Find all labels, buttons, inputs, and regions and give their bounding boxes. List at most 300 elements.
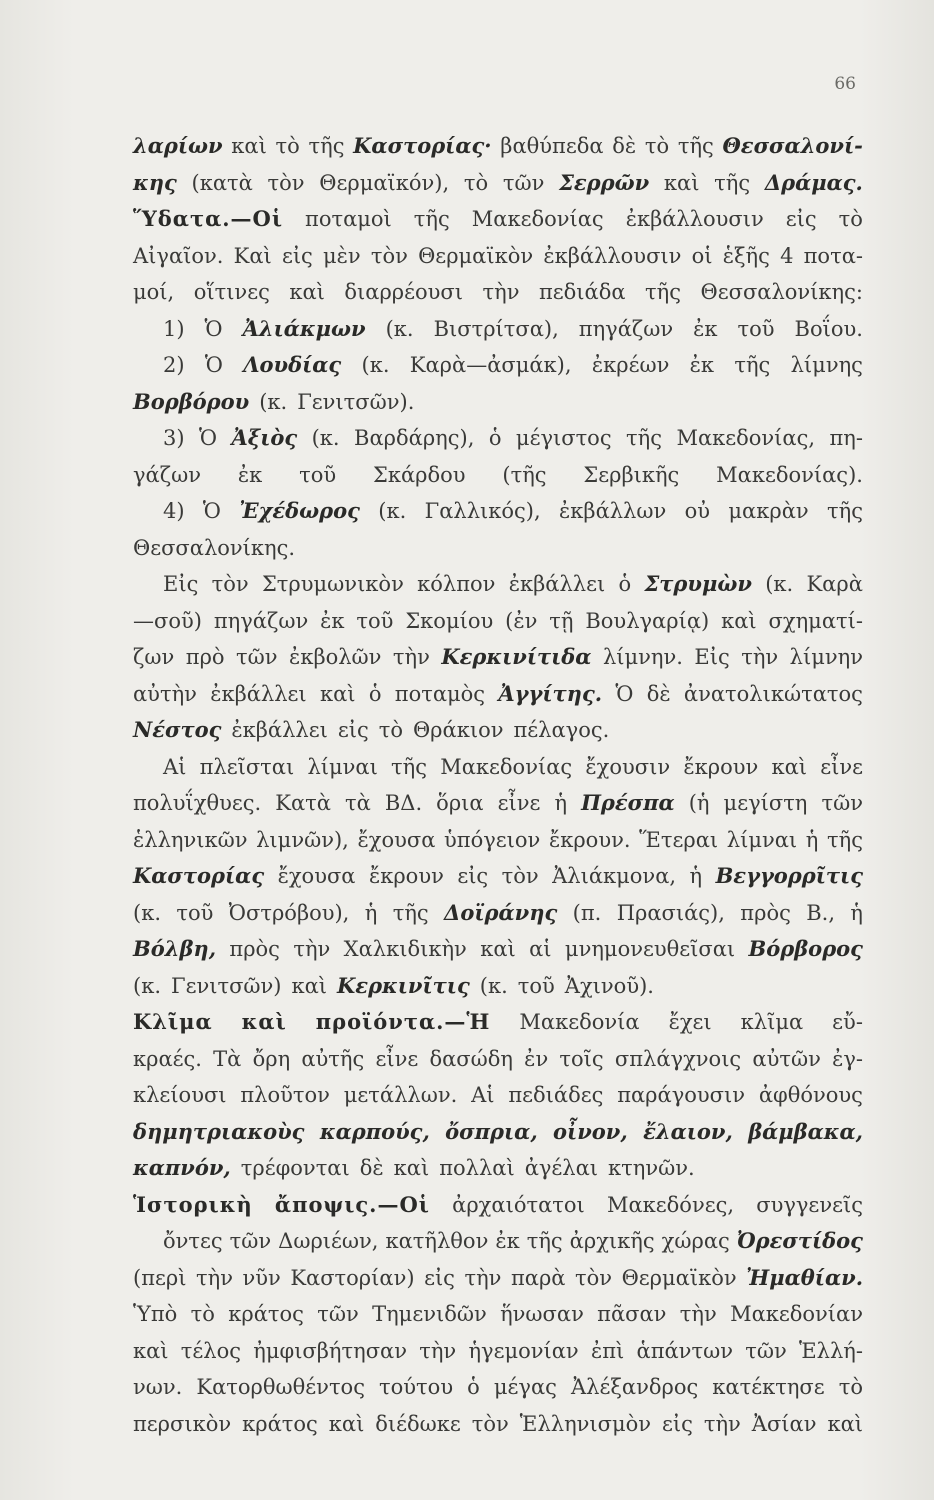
word: ἐκβάλλων <box>559 499 667 523</box>
word: 2) <box>163 353 185 377</box>
word: ὄσπρια, <box>445 1118 538 1144</box>
word: εἶνε <box>375 1046 419 1071</box>
word: ἐκβάλλει <box>231 718 328 742</box>
word: 4) <box>163 499 185 523</box>
word: εἶνε <box>497 791 541 815</box>
word: ἁπάντων <box>636 1338 733 1363</box>
word: ἡ <box>850 900 863 925</box>
word: ἐκ <box>495 1229 520 1253</box>
word: ἐκβάλλουσιν <box>543 243 682 268</box>
word: λίμνην. <box>602 645 683 669</box>
word: πη- <box>829 426 863 450</box>
word: (κ. <box>765 572 794 596</box>
word: αὐτῶν <box>752 1046 821 1071</box>
word: (κ. <box>133 973 161 998</box>
word: Ἀγγίτης. <box>498 680 603 706</box>
word: Βιστρίτσα), <box>433 316 559 341</box>
word: καὶ <box>480 937 516 961</box>
word: κλείουσι <box>133 1083 227 1107</box>
word: ὁ <box>618 572 632 596</box>
word: αὐτὴν <box>133 681 197 706</box>
word: (κ. <box>311 426 340 450</box>
word: τὸ <box>838 1375 863 1399</box>
word: τῆς <box>626 426 662 450</box>
word: Ὁ <box>202 499 221 523</box>
word: οἶνον, <box>553 1118 628 1144</box>
word: Ἱστορικὴ <box>133 1191 253 1217</box>
word: ἑλληνικῶν <box>133 827 248 852</box>
word: ἔχουσα <box>277 864 356 888</box>
word: δημητριακοὺς <box>133 1118 305 1144</box>
text-line <box>133 1077 863 1114</box>
word: κράτος <box>242 1411 318 1436</box>
page-number: 66 <box>834 74 856 94</box>
word: Θερμαϊκόν), <box>319 170 450 195</box>
word: πρὸς <box>229 937 280 961</box>
text-line <box>133 968 863 1005</box>
word: ἔχουσιν <box>585 754 671 779</box>
word: Κλῖμα <box>133 1009 213 1034</box>
word: Βεγγορρῖτις <box>715 863 863 888</box>
text-line <box>133 384 863 421</box>
word: πλεῖσται <box>199 754 295 779</box>
word: τὴν <box>464 1265 502 1290</box>
word: τῶν <box>745 1338 787 1363</box>
word: ὁ <box>368 681 382 706</box>
word: τὴν <box>482 280 520 304</box>
word: τὰ <box>344 791 371 815</box>
word: ἔκρουν <box>683 754 759 779</box>
word: τὴν <box>293 937 331 961</box>
word: τοῦ <box>517 973 555 998</box>
word: καὶ <box>319 681 356 706</box>
word: καὶ <box>133 1338 169 1363</box>
word: παράγουσιν <box>617 1083 745 1107</box>
text-line <box>133 858 863 895</box>
word: Μακεδονία <box>519 1010 640 1034</box>
word: Ὁ <box>204 353 223 377</box>
word: Ὑπὸ <box>133 1302 178 1326</box>
word: πᾶσαν <box>597 1302 667 1326</box>
text-line <box>133 603 863 640</box>
word: Μακεδονίαν <box>730 1302 863 1326</box>
word: ἐκ <box>693 316 718 341</box>
word: μὲν <box>323 243 361 268</box>
word: ἐκ <box>237 462 263 487</box>
word: ἔλαιον, <box>643 1118 733 1144</box>
word: πρὸ <box>185 645 225 669</box>
word: ὁ <box>467 1375 480 1399</box>
word: δὲ <box>359 1156 384 1180</box>
word: αὐτῆς <box>301 1046 365 1071</box>
word: πέλαγος. <box>513 718 610 742</box>
word: τῆς <box>827 499 863 523</box>
word: διέδωκε <box>375 1411 461 1436</box>
word: καὶ <box>289 280 325 304</box>
word: Ἀλιάκμονα, <box>552 864 677 888</box>
word: λίμνην <box>789 645 863 669</box>
word: κόλπον <box>417 572 496 596</box>
text-line <box>133 1150 863 1187</box>
word: λίμναι <box>307 754 378 779</box>
word: τὸ <box>463 170 489 195</box>
word: Ἀσίαν <box>751 1411 817 1436</box>
text-line <box>133 1296 863 1333</box>
word: ἠμφισβήτησαν <box>253 1338 407 1363</box>
word: Νέστος <box>133 717 222 742</box>
word: (κ. <box>385 316 414 341</box>
word: Αἱ <box>471 1083 495 1107</box>
word: ποταμοὶ <box>305 207 392 231</box>
text-line <box>133 165 863 202</box>
word: εἰς <box>662 1411 693 1436</box>
word: (κ. <box>378 499 407 523</box>
word: Βόλβη, <box>133 936 217 961</box>
word: κλῖμα <box>740 1010 804 1034</box>
word: Κερκινῖτις <box>337 972 470 998</box>
word: Γενιτσῶν). <box>297 389 415 414</box>
word: καὶ <box>827 1411 863 1436</box>
word: τὸν <box>501 864 539 888</box>
text-line <box>133 822 863 859</box>
text-line <box>133 1406 863 1443</box>
text-line <box>133 1260 863 1297</box>
word: τῆς <box>714 170 751 195</box>
text-line <box>133 1333 863 1370</box>
word: πηγάζων <box>213 608 309 633</box>
word: Ὀστρόβου), <box>228 900 350 925</box>
word: οἵτινες <box>193 280 270 304</box>
text-line <box>133 1041 863 1078</box>
word: τοῖς <box>559 1046 604 1071</box>
page-text <box>133 128 863 1442</box>
word: κης <box>133 169 177 195</box>
word: Ἠμαθίαν. <box>746 1264 863 1290</box>
word: καὶ <box>721 608 757 633</box>
word: δὲ <box>646 681 671 706</box>
word: ἐπὶ <box>590 1338 625 1363</box>
word: τρέφονται <box>240 1156 350 1180</box>
word: Ἑλληνισμὸν <box>519 1411 652 1436</box>
word: —σοῦ) <box>133 608 202 633</box>
word: κατῆλθον <box>385 1229 489 1253</box>
word: εἶνε <box>820 754 863 779</box>
word: ποταμὸς <box>394 681 486 706</box>
word: τῶν <box>236 645 278 669</box>
word: Κατὰ <box>275 791 331 815</box>
word: Θεσσαλονίκης. <box>133 535 296 560</box>
word: τὸν <box>211 572 249 596</box>
word: ἑξῆς <box>722 243 770 268</box>
word: καὶ <box>291 973 328 998</box>
word: πεδιάδες <box>508 1083 604 1107</box>
word: τέλος <box>180 1338 242 1363</box>
word: τῶν <box>821 791 863 815</box>
word: ἐκβάλλουσιν <box>625 207 764 231</box>
word: Σκομίου <box>405 608 494 633</box>
word: τὴν <box>703 1411 741 1436</box>
word: πολλαὶ <box>439 1156 515 1180</box>
word: Θεσσαλονί- <box>722 133 863 158</box>
word: πλοῦτον <box>240 1083 330 1107</box>
word: σχηματί- <box>768 608 863 633</box>
text-line <box>133 566 863 603</box>
word: νῦν <box>242 1265 281 1290</box>
word: κραές. <box>133 1046 202 1071</box>
word: τῶν <box>317 1302 359 1326</box>
word: Ὕδατα.—Οἱ <box>133 206 284 231</box>
word: μετάλλων. <box>343 1083 458 1107</box>
word: Ἕτεραι <box>639 827 719 852</box>
text-line <box>133 311 863 348</box>
word: τὸν <box>370 243 408 268</box>
text-line <box>133 1114 863 1151</box>
word: Σκάρδου <box>372 462 466 487</box>
word: Μακεδονίας, <box>676 426 816 450</box>
word: τῆς <box>734 353 771 377</box>
word: (κατὰ <box>191 170 253 195</box>
word: νων. <box>133 1375 183 1399</box>
word: τῆς <box>645 280 682 304</box>
word: Αἰγαῖον. <box>133 243 224 268</box>
word: εἰς <box>785 207 817 231</box>
word: μέγας <box>493 1375 557 1399</box>
word: καὶ <box>231 134 267 158</box>
word: ἐκ <box>689 353 715 377</box>
word: τὴν <box>196 1265 233 1290</box>
word: (κ. <box>133 900 161 925</box>
word: τοῦ <box>356 608 394 633</box>
word: (κ. <box>361 353 390 377</box>
word: περσικὸν <box>133 1411 232 1436</box>
word: ὑπόγειον <box>444 827 541 852</box>
word: Θερμαϊκὸν <box>418 243 534 268</box>
word: τὸν <box>267 170 305 195</box>
word: ἀρχικῆς <box>569 1229 655 1253</box>
word: Βαρδάρης), <box>354 426 475 450</box>
word: ΒΔ. <box>384 791 423 815</box>
text-line <box>133 457 863 494</box>
word: μέγιστος <box>515 426 612 450</box>
word: Πρασιάς), <box>616 900 725 925</box>
word: τῆς <box>392 900 429 925</box>
word: καὶ <box>393 1156 430 1180</box>
word: τὸ <box>378 718 403 742</box>
word: Λουδίας <box>243 352 342 377</box>
word: πρὸς <box>740 900 791 925</box>
word: Τὰ <box>213 1046 242 1071</box>
word: ὅρια <box>436 791 484 815</box>
text-line <box>133 238 863 275</box>
word: (π. <box>572 900 602 925</box>
word: ζων <box>133 645 175 669</box>
word: παρὰ <box>510 1265 566 1290</box>
word: καὶ <box>771 754 808 779</box>
word: ἡ <box>554 791 568 815</box>
word: τῆς <box>413 207 450 231</box>
word: Βόρβορος <box>748 936 863 961</box>
word: τὸ <box>838 207 863 231</box>
word: Μακεδονίας <box>440 754 573 779</box>
word: ἡγεμονίαν <box>468 1338 579 1363</box>
word: Ἐχέδωρος <box>239 498 360 523</box>
word: ἀγέλαι <box>524 1156 599 1180</box>
word: πηγάζων <box>578 316 674 341</box>
word: Στρυμὼν <box>644 571 752 596</box>
word: Ἀλιάκμων <box>242 315 366 341</box>
word: Βοΐου. <box>794 316 863 341</box>
word: χώρας <box>661 1229 730 1253</box>
word: Καὶ <box>233 243 272 268</box>
word: Δράμας. <box>764 169 863 195</box>
word: (ἐν <box>505 608 538 633</box>
word: ἔκρουν <box>368 864 444 888</box>
word: (περὶ <box>133 1265 187 1290</box>
word: Πρέσπα <box>581 790 675 815</box>
word: Εἰς <box>163 572 199 596</box>
word: ἐκρέων <box>591 353 670 377</box>
word: λαρίων <box>133 133 223 158</box>
word: Σερβικῆς <box>583 462 680 487</box>
word: Ἀχινοῦ). <box>564 973 654 998</box>
word: Δοϊράνης <box>444 899 558 925</box>
word: τὸν <box>575 1265 613 1290</box>
word: μοί, <box>133 280 175 304</box>
word: Ὁ <box>615 681 634 706</box>
word: τὸ <box>275 134 300 158</box>
word: καρπούς, <box>319 1118 430 1144</box>
word: τὴν <box>741 645 779 669</box>
word: δασώδη <box>429 1046 513 1071</box>
word: ἐκβάλλει <box>210 681 307 706</box>
word: μεγίστη <box>723 791 808 815</box>
word: κατέκτησε <box>712 1375 825 1399</box>
word: λίμνης <box>790 353 863 377</box>
word: Θράκιον <box>412 718 504 742</box>
word: μακρὰν <box>728 499 809 523</box>
word: προϊόντα.—Ἡ <box>315 1009 491 1034</box>
text-line <box>133 639 863 676</box>
word: 1) <box>163 316 185 341</box>
text-line <box>133 712 863 749</box>
word: Μακεδονίας). <box>716 462 863 487</box>
word: εἰς <box>457 864 489 888</box>
word: Αἱ <box>163 754 187 779</box>
text-line <box>133 931 863 968</box>
word: βάμβακα, <box>748 1118 863 1144</box>
text-line <box>133 785 863 822</box>
word: τῆς <box>827 827 863 852</box>
word: τῆς <box>391 754 427 779</box>
text-line <box>133 676 863 713</box>
word: (τῆς <box>502 462 547 487</box>
word: Σερρῶν <box>559 169 650 195</box>
text-line <box>133 493 863 530</box>
word: Εἰς <box>694 645 730 669</box>
word: τοῦ <box>737 316 775 341</box>
word: Καρὰ—ἀσμάκ), <box>409 353 572 377</box>
word: ποτα- <box>803 243 863 268</box>
text-line <box>133 128 863 165</box>
word: κτηνῶν. <box>608 1156 695 1180</box>
text-line <box>133 530 863 567</box>
word: τῶν <box>229 1229 272 1253</box>
word: τὸ <box>190 1302 215 1326</box>
word: ἄποψις.—Οἱ <box>274 1191 430 1217</box>
word: ἡ <box>805 827 819 852</box>
text-line <box>133 274 863 311</box>
word: σπλάγχνοις <box>614 1046 742 1071</box>
word: Δωριέων, <box>278 1229 379 1253</box>
word: βαθύπεδα <box>500 134 604 158</box>
word: οὐ <box>684 499 711 523</box>
word: Καρὰ <box>806 572 863 596</box>
word: εὔ- <box>832 1010 863 1034</box>
word: ἐκ <box>320 608 345 633</box>
word: ἐκβάλλει <box>508 572 606 596</box>
word: Βουλγαρίᾳ) <box>585 608 710 633</box>
word: τῆς <box>677 134 714 158</box>
word: ἀρχαιότατοι <box>452 1192 585 1217</box>
word: τοῦ <box>176 900 214 925</box>
word: ἐγ- <box>832 1046 863 1071</box>
text-line <box>133 1187 863 1224</box>
word: μνημονευθεῖσαι <box>564 937 736 961</box>
word: Θεσσαλονίκης: <box>700 280 863 304</box>
word: Καστορίαν) <box>290 1265 415 1290</box>
word: Μακεδονίας <box>471 207 604 231</box>
word: Καστορίας· <box>353 133 492 158</box>
word: αἱ <box>529 937 552 961</box>
word: καπνόν, <box>133 1155 231 1180</box>
text-line <box>133 1004 863 1041</box>
word: Ὁ <box>199 426 218 450</box>
word: τὴν <box>392 645 430 669</box>
text-line <box>133 420 863 457</box>
word: διαρρέουσι <box>344 280 463 304</box>
word: τοῦ <box>299 462 337 487</box>
word: ἔκρουν. <box>548 827 631 852</box>
word: 3) <box>163 426 185 450</box>
word: τὸ <box>644 134 670 158</box>
text-line <box>133 1369 863 1406</box>
word: Ἑλλή- <box>798 1338 863 1363</box>
word: οἱ <box>691 243 713 268</box>
word: ἥνωσαν <box>500 1302 584 1326</box>
word: (κ. <box>259 389 288 414</box>
word: ὄντες <box>163 1229 223 1253</box>
word: Μακεδόνες, <box>606 1192 735 1217</box>
word: τὴν <box>419 1338 457 1363</box>
word: τῆς <box>526 1229 563 1253</box>
word: Βορβόρου <box>133 388 250 414</box>
word: καὶ <box>328 1411 365 1436</box>
word: ἡ <box>689 864 703 888</box>
word: Κερκινίτιδα <box>441 644 592 669</box>
word: Κατορθωθέντος <box>196 1375 365 1399</box>
word: ἀφθόνους <box>758 1083 863 1107</box>
word: ἔχουσα <box>357 827 436 852</box>
word: λιμνῶν), <box>256 827 349 852</box>
text-line <box>133 1223 863 1260</box>
word: Ὁ <box>204 316 223 341</box>
word: Καστορίας <box>133 863 265 888</box>
text-line <box>133 347 863 384</box>
word: ἀνατολικώτατος <box>683 681 863 706</box>
word: τῇ <box>549 608 574 633</box>
word: Γαλλικός), <box>424 499 541 523</box>
word: εἰς <box>281 243 313 268</box>
